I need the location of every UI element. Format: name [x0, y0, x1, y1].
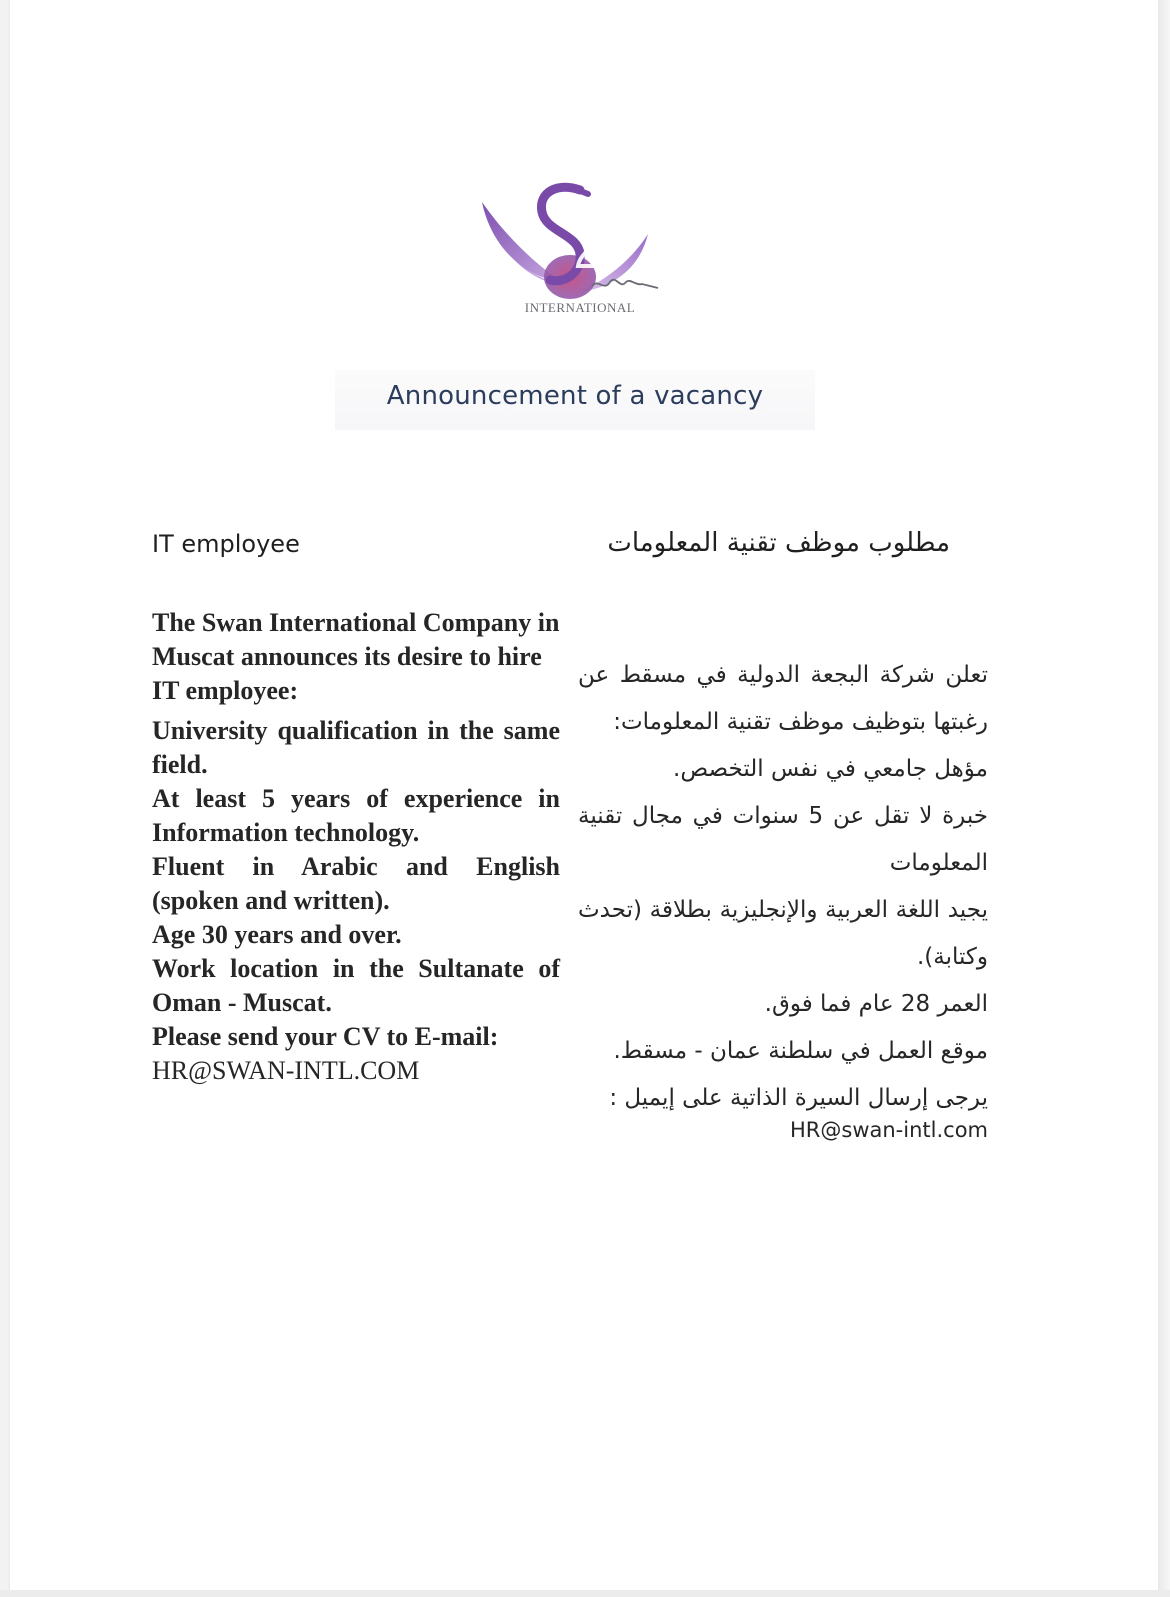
arabic-email: HR@swan-intl.com: [790, 1118, 988, 1142]
arabic-intro: تعلن شركة البجعة الدولية في مسقط عن رغبتها بتوظيف موظف تقنية المعلومات:: [578, 662, 988, 735]
english-requirement: University qualification in the same field.: [152, 716, 560, 779]
english-requirement: Please send your CV to E-mail:: [152, 1022, 499, 1051]
job-title-english: IT employee: [152, 530, 300, 558]
english-requirement: Age 30 years and over.: [152, 920, 402, 949]
arabic-requirement: يرجى إرسال السيرة الذاتية على إيميل :: [609, 1085, 988, 1111]
arabic-requirement: خبرة لا تقل عن 5 سنوات في مجال تقنية المعلومات: [578, 803, 988, 876]
english-requirement: Work location in the Sultanate of Oman - Muscat.: [152, 954, 560, 1017]
arabic-requirement: العمر 28 عام فما فوق.: [764, 991, 988, 1017]
english-requirement: At least 5 years of experience in Information technology.: [152, 784, 560, 847]
english-requirement: Fluent in Arabic and English (spoken and written).: [152, 852, 560, 915]
arabic-requirement: يجيد اللغة العربية والإنجليزية بطلاقة (تحدث وكتابة).: [578, 897, 988, 970]
arabic-requirement: مؤهل جامعي في نفس التخصص.: [673, 756, 988, 782]
page-edge-bottom: [0, 1590, 1170, 1597]
page-title: Announcement of a vacancy: [386, 381, 764, 411]
job-title-arabic: مطلوب موظف تقنية المعلومات: [607, 528, 950, 558]
arabic-column: [578, 652, 988, 1122]
page-edge-right: [1158, 0, 1170, 1597]
english-intro: The Swan International Company in Muscat announces its desire to hire IT employee:: [152, 608, 560, 705]
arabic-requirement: موقع العمل في سلطنة عمان - مسقط.: [613, 1038, 988, 1064]
english-email: HR@SWAN-INTL.COM: [152, 1056, 420, 1085]
logo-caption: INTERNATIONAL: [524, 300, 636, 315]
document-page: [10, 0, 1158, 1590]
english-column: [152, 606, 560, 1088]
